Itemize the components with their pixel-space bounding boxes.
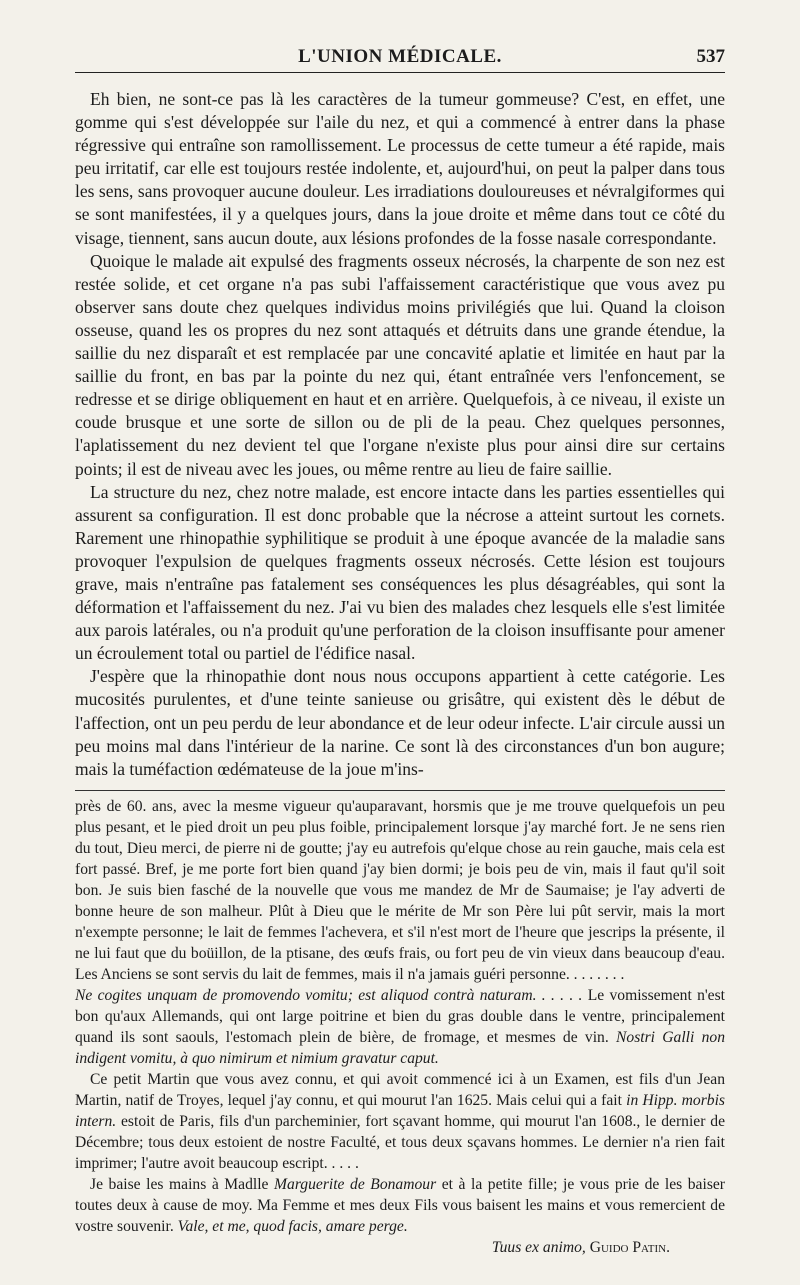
footnote-text: et à la petite fille; je vous prie de les baiser toutes deux à cause de moy. Ma Femme et mes deux Fils vous baisent les mains et vous remercient de vostre souvenir. xyxy=(75,1176,725,1235)
latin-quote: Nostri Galli non indigent vomitu, à quo nimirum et nimium gravatur caput. xyxy=(75,1029,725,1067)
footnote-block xyxy=(75,796,725,1258)
latin-quote: Vale, et me, quod facis, amare perge. xyxy=(177,1218,408,1235)
footnote-paragraph xyxy=(75,985,725,1069)
footnote-text: Le vomissement n'est bon qu'aux Allemands, qui ont large poitrine et bien du gras double dans le ventre, principalement quand ils sont saouls, l'estomach plein de bière, de fromage, et mesmes de vin. xyxy=(75,987,725,1046)
footnote-text: Je baise les mains à Madlle xyxy=(90,1176,275,1193)
person-name: Marguerite de Bonamour xyxy=(274,1176,437,1193)
body-paragraph: Quoique le malade ait expulsé des fragments osseux nécrosés, la charpente de son nez est restée solide, et cet organe n'a pas subi l'affaissement caractéristique que vous avez pu observer sans doute chez quelques individus moins privilégiés que lui. Quand la cloison osseuse, quand les os propres du nez sont attaqués et détruits dans une grande étendue, la saillie du nez disparaît et est remplacée par une concavité aplatie et limitée en haut par la saillie du front, en bas par la pointe du nez qui, étant entraînée vers l'enfoncement, se redresse et se dirige obliquement en haut et en arrière. Quelquefois, à ce niveau, il existe un coude brusque et une sorte de sillon ou de pli de la peau. Chez quelques personnes, l'aplatissement du nez devient tel que l'organe n'existe plus pour ainsi dire sur certains points; il est de niveau avec les joues, ou même rentre au lieu de faire saillie. xyxy=(75,250,725,479)
body-paragraph: Eh bien, ne sont-ce pas là les caractères de la tumeur gommeuse? C'est, en effet, une gomme qui s'est développée sur l'aile du nez, et qui a commencé à entrer dans la phase régressive qui entraîne son ramollissement. Le processus de cette tumeur a été rapide, mais peu irritatif, car elle est toujours restée indolente, et, aujourd'hui, on peut la palper dans tous les sens, sans provoquer aucune douleur. Les irradiations douloureuses et névralgiformes qui se sont manifestées, il y a quelques jours, dans la joue droite et même dans tout ce côté du visage, tiennent, sans aucun doute, aux lésions profondes de la fosse nasale correspondante. xyxy=(75,89,725,248)
footnote-separator xyxy=(75,790,725,791)
body-paragraph: La structure du nez, chez notre malade, est encore intacte dans les parties essentielles qui assurent sa configuration. Il est donc probable que la nécrose a atteint surtout les cornets. Rarement une rhinopathie syphilitique se produit à une époque avancée de la maladie sans provoquer l'expulsion de quelques fragments osseux nécrosés. Cette lésion est toujours grave, mais n'entraîne pas fatalement ses conséquences les plus désagréables, qui sont la déformation et l'affaissement du nez. J'ai vu bien des malades chez lesquels elle s'est limitée aux parois latérales, ou n'a produit qu'une perforation de la cloison insuffisante pour amener un écroulement total ou partiel de l'édifice nasal. xyxy=(75,481,725,664)
journal-title: L'UNION MÉDICALE. xyxy=(298,46,502,67)
footnote-text: Ce petit Martin que vous avez connu, et qui avoit commencé ici à un Examen, est fils d'un Jean Martin, natif de Troyes, lequel j'ay connu, et qui mourut l'an 1625. Mais celui qui a fait xyxy=(75,1071,725,1109)
footnote-paragraph xyxy=(75,1174,725,1237)
signature-closing: Tuus ex animo, xyxy=(491,1239,586,1256)
signature-line xyxy=(75,1237,725,1258)
running-header xyxy=(75,42,725,73)
footnote-paragraph: près de 60. ans, avec la mesme vigueur qu'auparavant, horsmis que je me trouve quelquefois un peu plus pesant, et le pied droit un peu plus foible, principalement lorsque j'ay marché fort. Je ne sens rien du tout, Dieu merci, de pierre ni de goutte; j'ay eu autrefois qu'elque chose au rein gauche, mais cela est fort passé. Bref, je me porte fort bien quand j'ay bien dormi; je bois peu de vin, mais il faut qu'il soit bon. Je suis bien fasché de la nouvelle que vous me mandez de Mr de Saumaise; je l'ay adverti de bonne heure de son malheur. Plût à Dieu que le mérite de Mr son Père lui pût servir, mais la mort n'exempte personne; le lait de femmes l'achevera, et s'il n'est mort de l'heure que jescrips la présente, il ne lui faut que du boüillon, de la ptisane, des œufs frais, ou fort peu de vin vieux dans beaucoup d'eau. Les Anciens se sont servis du lait de femmes, mais il n'a jamais guéri personne. . . . . . . . xyxy=(75,798,725,983)
page-number: 537 xyxy=(696,46,725,67)
body-paragraph: J'espère que la rhinopathie dont nous nous occupons appartient à cette catégorie. Les mucosités purulentes, et d'une teinte sanieuse ou grisâtre, qui existent dès le début de l'affection, ont un peu perdu de leur abondance et de leur odeur infecte. L'air circule aussi un peu moins mal dans l'intérieur de la narine. Ce sont là des circonstances d'un bon augure; mais la tuméfaction œdémateuse de la joue m'ins- xyxy=(75,666,725,779)
footnote-paragraph xyxy=(75,1069,725,1174)
main-body-text xyxy=(75,88,725,781)
latin-quote: Ne cogites unquam de promovendo vomitu; est aliquod contrà naturam. . . . . . xyxy=(75,987,583,1004)
latin-quote: in Hipp. morbis intern. xyxy=(75,1092,725,1130)
footnote-text: estoit de Paris, fils d'un parcheminier, fort sçavant homme, qui mourut l'an 1608., le dernier de Décembre; tous deux estoient de nostre Faculté, et tous deux sçavans hommes. Le dernier n'a rien fait imprimer; l'autre avoit beaucoup escript. . . . . xyxy=(75,1113,725,1172)
signature-name: Guido Patin. xyxy=(589,1239,670,1256)
